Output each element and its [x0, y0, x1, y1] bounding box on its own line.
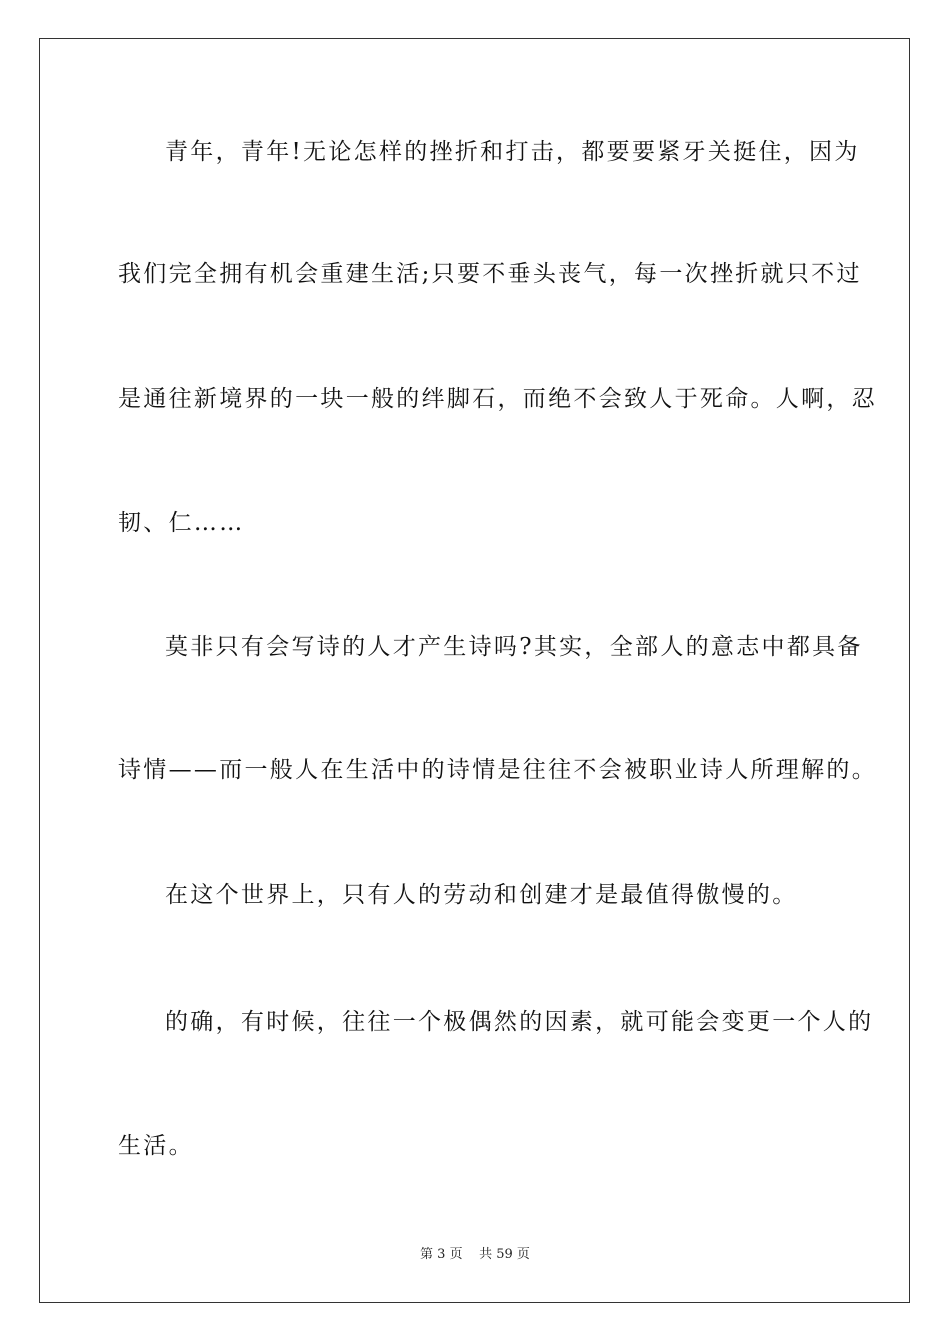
paragraph-1-line-2: 我们完全拥有机会重建生活;只要不垂头丧气，每一次挫折就只不过	[118, 261, 862, 287]
paragraph-4-line-2: 生活。	[118, 1133, 194, 1159]
paragraph-1-line-1: 青年，青年!无论怎样的挫折和打击，都要要紧牙关挺住，因为	[165, 139, 860, 165]
paragraph-3-line-1: 在这个世界上，只有人的劳动和创建才是最值得傲慢的。	[165, 882, 798, 908]
page-footer	[0, 1247, 950, 1263]
page-number: 第 3 页	[420, 1247, 463, 1262]
paragraph-2-line-1: 莫非只有会写诗的人才产生诗吗?其实，全部人的意志中都具备	[165, 634, 863, 660]
total-pages: 共 59 页	[479, 1247, 530, 1262]
paragraph-1-line-3: 是通往新境界的一块一般的绊脚石，而绝不会致人于死命。人啊，忍	[118, 386, 877, 412]
page-border	[39, 38, 910, 1303]
paragraph-4-line-1: 的确，有时候，往往一个极偶然的因素，就可能会变更一个人的	[165, 1009, 874, 1035]
paragraph-2-line-2: 诗情——而一般人在生活中的诗情是往往不会被职业诗人所理解的。	[118, 757, 877, 783]
paragraph-1-line-4: 韧、仁……	[118, 510, 245, 536]
